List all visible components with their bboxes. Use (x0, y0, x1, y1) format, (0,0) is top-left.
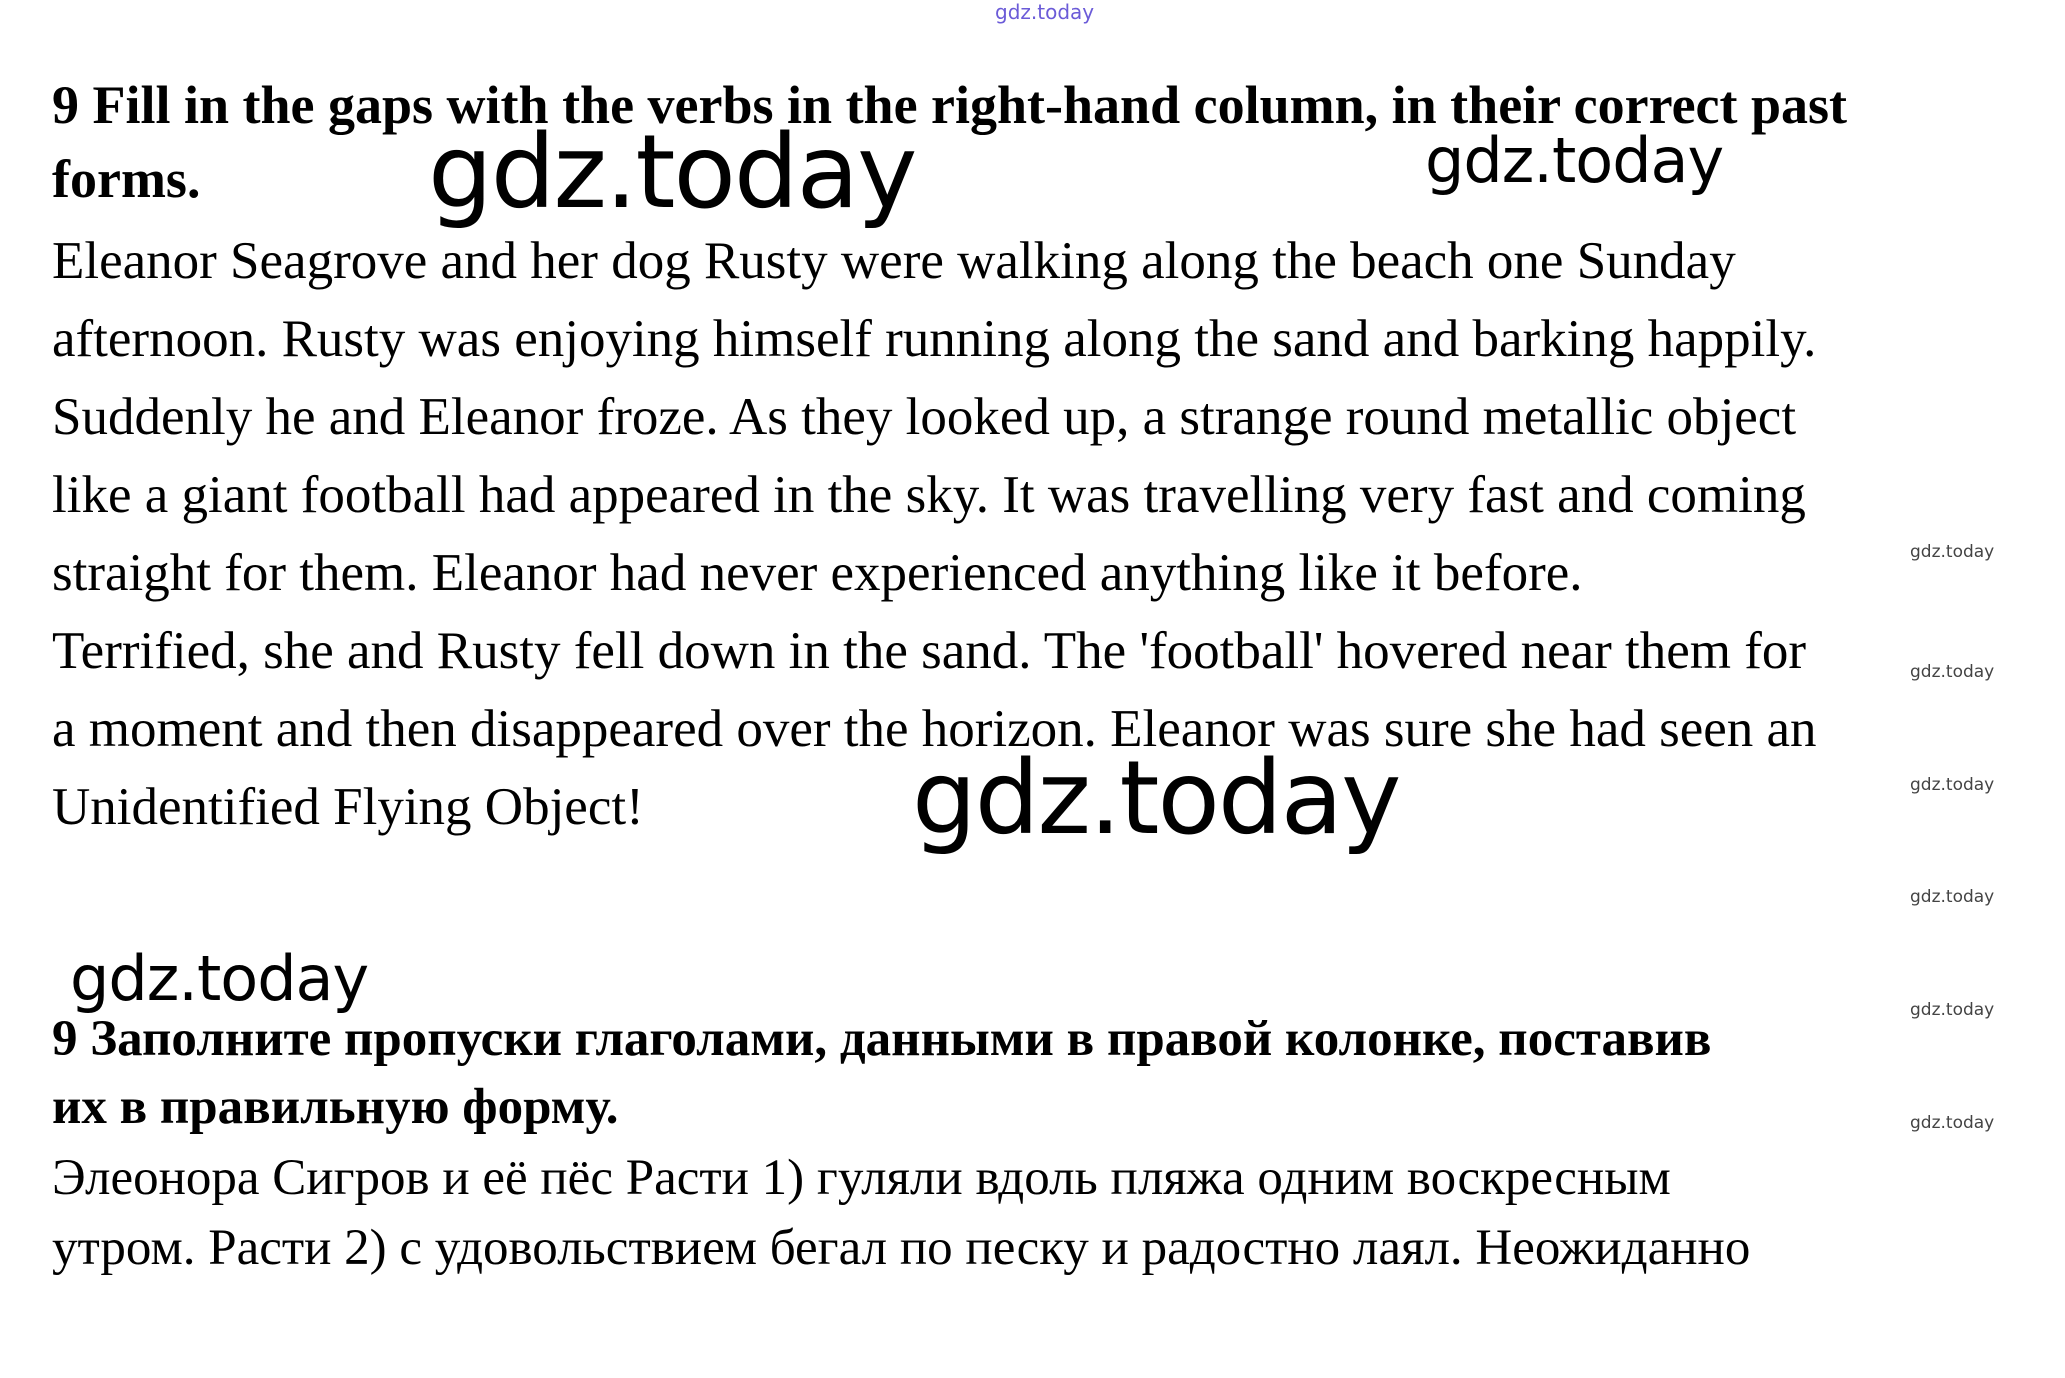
text-en-line: Eleanor Seagrove and her dog Rusty were walking along the beach one Sunday (52, 232, 1736, 290)
text-ru-line: утром. Расти 2) с удовольствием бегал по песку и радостно лаял. Неожиданно (52, 1220, 1751, 1276)
watermark-small: gdz.today (1910, 662, 1995, 682)
watermark-small: gdz.today (1910, 542, 1995, 562)
exercise-heading-ru (52, 1005, 2042, 1141)
watermark-large: gdz.today (912, 739, 1400, 858)
text-en-line: Suddenly he and Eleanor froze. As they looked up, a strange round metallic object (52, 388, 1797, 446)
watermark-medium: gdz.today (1425, 124, 1724, 197)
exercise-text-ru (52, 1143, 2052, 1283)
watermark-large: gdz.today (428, 113, 916, 232)
text-en-line: a moment and then disappeared over the horizon. Eleanor was sure she had seen an (52, 700, 1817, 758)
watermark-small: gdz.today (1910, 775, 1995, 795)
heading-ru-line: их в правильную форму. (52, 1079, 619, 1135)
exercise-heading-en (52, 68, 2042, 216)
text-ru-line: Элеонора Сигров и её пёс Расти 1) гуляли вдоль пляжа одним воскресным (52, 1150, 1671, 1206)
watermark-small: gdz.today (1910, 887, 1995, 907)
text-en-line: afternoon. Rusty was enjoying himself running along the sand and barking happily. (52, 310, 1817, 368)
watermark-medium: gdz.today (70, 942, 369, 1015)
watermark-small: gdz.today (1910, 1113, 1995, 1133)
watermark-small: gdz.today (1910, 1000, 1995, 1020)
heading-en-line: 9 Fill in the gaps with the verbs in the right-hand column, in their correct past (52, 75, 1848, 135)
watermark-top: gdz.today (995, 0, 1095, 24)
text-en-line: Unidentified Flying Object! (52, 778, 644, 836)
heading-en-line: forms. (52, 149, 201, 209)
text-en-line: straight for them. Eleanor had never experienced anything like it before. (52, 544, 1583, 602)
text-en-line: Terrified, she and Rusty fell down in the sand. The 'football' hovered near them for (52, 622, 1807, 680)
text-en-line: like a giant football had appeared in the sky. It was travelling very fast and coming (52, 466, 1806, 524)
heading-ru-line: 9 Заполните пропуски глаголами, данными в правой колонке, поставив (52, 1011, 1712, 1067)
